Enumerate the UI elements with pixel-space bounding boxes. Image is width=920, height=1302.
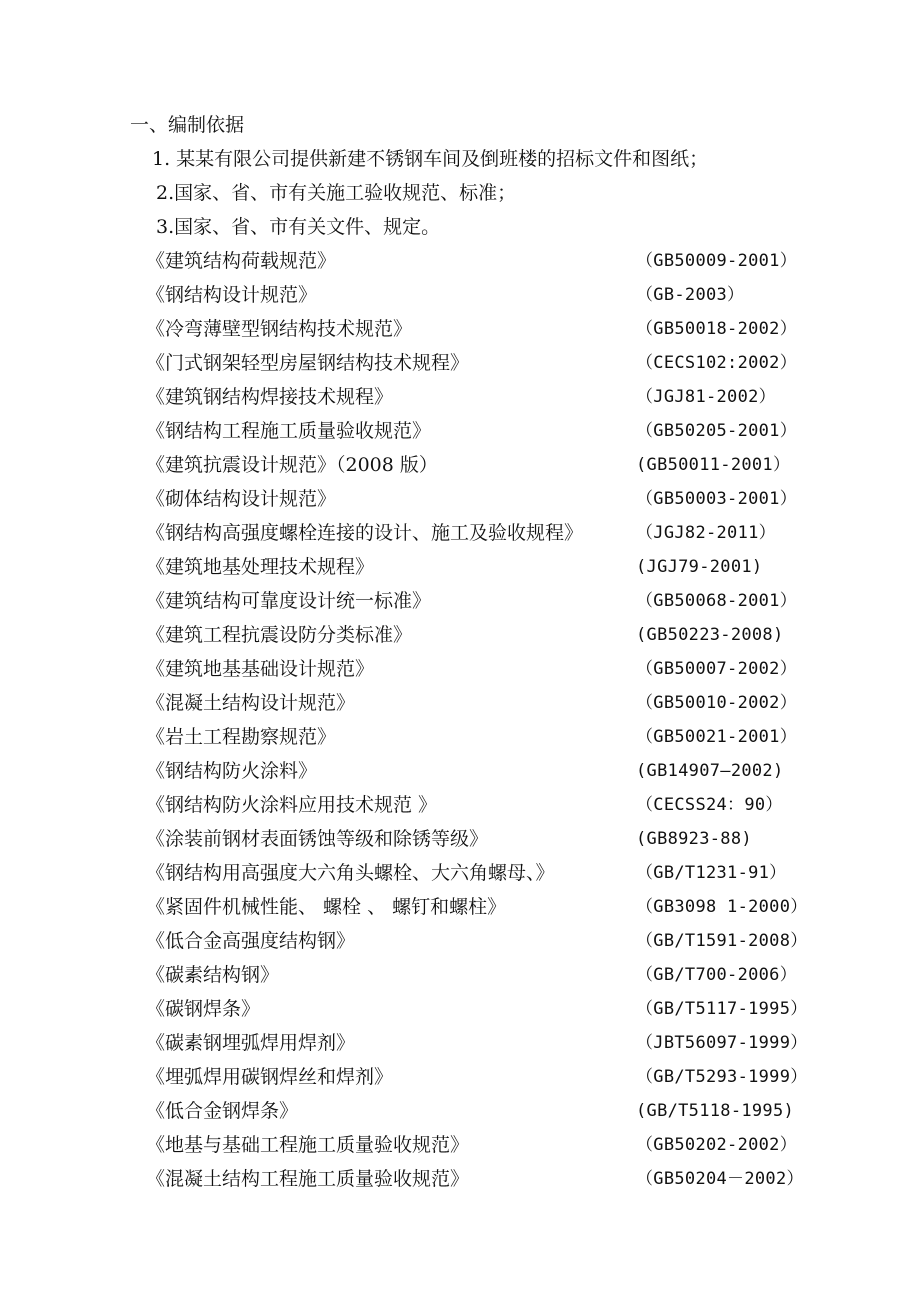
standard-name: 《钢结构防火涂料》 <box>146 760 318 782</box>
standard-code: （JBT56097-1999） <box>636 1033 808 1053</box>
list-item <box>0 248 920 282</box>
list-item <box>0 282 920 316</box>
standard-code: （GB50010-2002） <box>636 693 798 713</box>
list-item <box>0 316 920 350</box>
standard-name: 《低合金高强度结构钢》 <box>146 930 356 952</box>
list-item <box>0 1166 920 1200</box>
list-item <box>0 486 920 520</box>
standard-code: （GB50003-2001） <box>636 489 798 509</box>
standard-code: （JGJ81-2002） <box>636 387 776 407</box>
list-item <box>0 384 920 418</box>
standard-name: 《钢结构防火涂料应用技术规范 》 <box>146 794 438 816</box>
standard-code: （GB50202-2002） <box>636 1135 798 1155</box>
standard-code: （GB/T1231-91） <box>636 863 787 883</box>
basis-item-2: 2.国家、省、市有关施工验收规范、标准； <box>156 182 517 204</box>
list-item <box>0 894 920 928</box>
standards-list <box>0 248 920 1200</box>
standard-code: （GB/T1591-2008） <box>636 931 808 951</box>
standard-name: 《建筑地基处理技术规程》 <box>146 556 375 578</box>
list-item <box>0 554 920 588</box>
list-item <box>0 588 920 622</box>
standard-name: 《建筑结构可靠度设计统一标准》 <box>146 590 432 612</box>
standard-code: (GB/T5118-1995) <box>636 1101 795 1121</box>
standard-code: （GB50068-2001） <box>636 591 798 611</box>
standard-code: （GB50007-2002） <box>636 659 798 679</box>
list-item <box>0 1098 920 1132</box>
standard-name: 《碳素钢埋弧焊用焊剂》 <box>146 1032 356 1054</box>
standard-name: 《埋弧焊用碳钢焊丝和焊剂》 <box>146 1066 394 1088</box>
standard-name: 《钢结构用高强度大六角头螺栓、大六角螺母、》 <box>146 862 555 884</box>
standard-code: （GB/T5117-1995） <box>636 999 808 1019</box>
standard-name: 《建筑抗震设计规范》（2008 版） <box>146 454 438 476</box>
standard-code: （GB50204－2002） <box>636 1169 804 1189</box>
list-item <box>0 452 920 486</box>
standard-name: 《建筑地基基础设计规范》 <box>146 658 375 680</box>
list-item <box>0 1030 920 1064</box>
list-item <box>0 1132 920 1166</box>
standard-name: 《混凝土结构设计规范》 <box>146 692 356 714</box>
standard-code: (JGJ79-2001) <box>636 557 763 577</box>
standard-code: （GB50205-2001） <box>636 421 798 441</box>
basis-item-1: 1. 某某有限公司提供新建不锈钢车间及倒班楼的招标文件和图纸； <box>152 148 709 170</box>
standard-name: 《碳素结构钢》 <box>146 964 280 986</box>
standard-name: 《门式钢架轻型房屋钢结构技术规程》 <box>146 352 470 374</box>
standard-code: (GB14907—2002) <box>636 761 784 781</box>
standard-name: 《低合金钢焊条》 <box>146 1100 299 1122</box>
standard-code: (GB50223-2008) <box>636 625 784 645</box>
standard-code: (GB50011-2001） <box>636 455 791 475</box>
standard-code: （JGJ82-2011） <box>636 523 776 543</box>
standard-code: （GB/T700-2006） <box>636 965 798 985</box>
list-item <box>0 520 920 554</box>
standard-code: (GB8923-88) <box>636 829 752 849</box>
list-item <box>0 792 920 826</box>
list-item <box>0 860 920 894</box>
standard-name: 《建筑工程抗震设防分类标准》 <box>146 624 413 646</box>
standard-code: （GB50009-2001） <box>636 251 798 271</box>
list-item <box>0 690 920 724</box>
standard-name: 《冷弯薄壁型钢结构技术规范》 <box>146 318 413 340</box>
standard-code: （CECS102:2002） <box>636 353 798 373</box>
list-item <box>0 996 920 1030</box>
standard-name: 《钢结构高强度螺栓连接的设计、施工及验收规程》 <box>146 522 584 544</box>
list-item <box>0 1064 920 1098</box>
standard-name: 《钢结构设计规范》 <box>146 284 318 306</box>
standard-code: （GB3098 1-2000） <box>636 897 808 917</box>
standard-code: （GB50021-2001） <box>636 727 798 747</box>
list-item <box>0 656 920 690</box>
list-item <box>0 826 920 860</box>
standard-name: 《紧固件机械性能、 螺栓 、 螺钉和螺柱》 <box>146 896 507 918</box>
list-item <box>0 962 920 996</box>
section-heading: 一、编制依据 <box>130 114 245 136</box>
standard-code: （GB/T5293-1999） <box>636 1067 808 1087</box>
standard-code: （CECSS24：90） <box>636 795 783 815</box>
standard-name: 《钢结构工程施工质量验收规范》 <box>146 420 432 442</box>
basis-item-3: 3.国家、省、市有关文件、规定。 <box>156 216 441 238</box>
standard-code: （GB-2003） <box>636 285 745 305</box>
standard-code: （GB50018-2002） <box>636 319 798 339</box>
list-item <box>0 724 920 758</box>
list-item <box>0 622 920 656</box>
standard-name: 《混凝土结构工程施工质量验收规范》 <box>146 1168 470 1190</box>
standard-name: 《涂装前钢材表面锈蚀等级和除锈等级》 <box>146 828 489 850</box>
list-item <box>0 928 920 962</box>
standard-name: 《碳钢焊条》 <box>146 998 261 1020</box>
standard-name: 《建筑结构荷载规范》 <box>146 250 337 272</box>
list-item <box>0 350 920 384</box>
standard-name: 《砌体结构设计规范》 <box>146 488 337 510</box>
list-item <box>0 758 920 792</box>
list-item <box>0 418 920 452</box>
standard-name: 《建筑钢结构焊接技术规程》 <box>146 386 394 408</box>
standard-name: 《岩土工程勘察规范》 <box>146 726 337 748</box>
standard-name: 《地基与基础工程施工质量验收规范》 <box>146 1134 470 1156</box>
